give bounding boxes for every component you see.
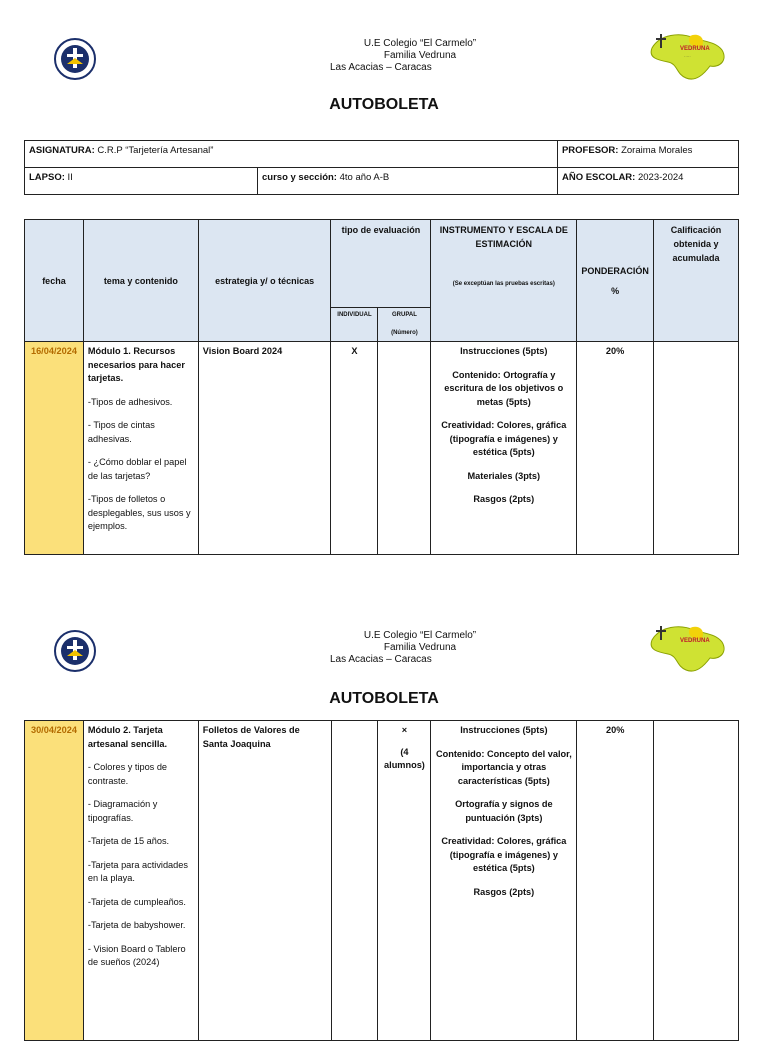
row2-estrategia: Folletos de Valores de Santa Joaquina bbox=[198, 721, 331, 1041]
list-item: -Tipos de adhesivos. bbox=[87, 396, 173, 407]
list-item: - ¿Cómo doblar el papel de las tarjetas? bbox=[87, 457, 187, 481]
asignatura-label: ASIGNATURA: bbox=[29, 145, 95, 156]
list-item: - Vision Board o Tablero de sueños (2024) bbox=[87, 943, 186, 967]
lapso-value: II bbox=[64, 172, 73, 183]
col-fecha: fecha bbox=[25, 220, 84, 342]
list-item: Creatividad: Colores, gráfica (tipografía e imágenes) y estética (5pts) bbox=[441, 836, 567, 873]
curso-value: 4to año A-B bbox=[336, 172, 390, 183]
profesor-value: Zoraima Morales bbox=[618, 145, 693, 156]
instrumento-note: (Se exceptúan las pruebas escritas) bbox=[452, 281, 555, 287]
list-item: Instrucciones (5pts) bbox=[460, 346, 548, 356]
col-individual: INDIVIDUAL bbox=[331, 308, 378, 342]
list-item: - Diagramación y tipografías. bbox=[87, 799, 158, 823]
asignatura-value: C.R.P “Tarjetería Artesanal” bbox=[94, 145, 214, 156]
school-seal-logo bbox=[54, 630, 96, 672]
lapso-label: LAPSO: bbox=[29, 172, 65, 183]
school-name: U.E Colegio “El Carmelo” bbox=[363, 38, 477, 49]
anio-cell bbox=[557, 168, 738, 195]
anio-label: AÑO ESCOLAR: bbox=[561, 172, 636, 183]
page-title: AUTOBOLETA bbox=[329, 96, 439, 113]
list-item: - Colores y tipos de contraste. bbox=[87, 762, 168, 786]
vedruna-map-logo bbox=[646, 28, 728, 84]
list-item: -Tarjeta para actividades en la playa. bbox=[87, 859, 188, 883]
school-family: Familia Vedruna bbox=[383, 642, 457, 653]
row1-grupal bbox=[378, 342, 431, 555]
row1-tema-title: Módulo 1. Recursos necesarios para hacer tarjetas. bbox=[87, 346, 185, 383]
row1-instrumento bbox=[431, 342, 577, 555]
col-tema: tema y contenido bbox=[83, 220, 198, 342]
row2-tema-title: Módulo 2. Tarjeta artesanal sencilla. bbox=[87, 725, 168, 749]
table-row bbox=[25, 342, 739, 555]
page-title: AUTOBOLETA bbox=[329, 690, 439, 707]
row1-calificacion bbox=[654, 342, 739, 555]
list-item: Rasgos (2pts) bbox=[473, 886, 535, 897]
svg-text:VEDRUNA: VEDRUNA bbox=[680, 46, 710, 52]
col-instrumento bbox=[431, 220, 577, 342]
list-item: Materiales (3pts) bbox=[467, 470, 541, 481]
lapso-cell bbox=[25, 168, 258, 195]
school-location: Las Acacias – Caracas bbox=[330, 62, 432, 73]
row1-ponderacion: 20% bbox=[577, 342, 654, 555]
ponderacion-heading: PONDERACIÓN bbox=[581, 265, 649, 276]
col-calificacion: Calificación obtenida y acumulada bbox=[654, 220, 739, 342]
list-item: - Tipos de cintas adhesivas. bbox=[87, 420, 155, 444]
row1-estrategia: Vision Board 2024 bbox=[198, 342, 331, 555]
row2-grupal-count: (4 alumnos) bbox=[384, 746, 425, 770]
list-item: Contenido: Ortografía y escritura de los objetivos o metas (5pts) bbox=[444, 369, 564, 407]
row2-tema bbox=[83, 721, 198, 1041]
school-name: U.E Colegio “El Carmelo” bbox=[363, 630, 477, 641]
evaluation-table-page1 bbox=[24, 219, 739, 555]
curso-label: curso y sección: bbox=[262, 172, 337, 183]
row2-instrumento bbox=[431, 721, 577, 1041]
profesor-label: PROFESOR: bbox=[561, 145, 619, 156]
row2-fecha: 30/04/2024 bbox=[25, 721, 84, 1041]
row1-individual: X bbox=[331, 342, 378, 555]
info-table bbox=[24, 140, 739, 195]
grupal-number: (Número) bbox=[391, 330, 418, 336]
svg-text:·····: ····· bbox=[684, 54, 691, 59]
table-row bbox=[25, 721, 739, 1041]
list-item: Contenido: Concepto del valor, importancia y otras características (5pts) bbox=[435, 748, 572, 786]
list-item: Creatividad: Colores, gráfica (tipografía e imágenes) y estética (5pts) bbox=[441, 420, 567, 457]
row2-individual bbox=[331, 721, 378, 1041]
row1-fecha: 16/04/2024 bbox=[25, 342, 84, 555]
row2-ponderacion: 20% bbox=[577, 721, 654, 1041]
grupal-heading: GRUPAL bbox=[391, 312, 417, 318]
school-location: Las Acacias – Caracas bbox=[330, 654, 432, 665]
anio-value: 2023-2024 bbox=[635, 172, 684, 183]
list-item: -Tipos de folletos o desplegables, sus usos y ejemplos. bbox=[87, 494, 191, 531]
school-family: Familia Vedruna bbox=[383, 50, 457, 61]
row2-grupal-mark: × bbox=[401, 725, 408, 735]
evaluation-table-page2 bbox=[24, 720, 739, 1041]
col-ponderacion bbox=[577, 220, 654, 342]
curso-cell bbox=[258, 168, 558, 195]
list-item: Rasgos (2pts) bbox=[473, 494, 535, 504]
row1-tema bbox=[83, 342, 198, 555]
col-tipo: tipo de evaluación bbox=[331, 220, 431, 308]
list-item: -Tarjeta de babyshower. bbox=[87, 920, 186, 930]
list-item: Instrucciones (5pts) bbox=[460, 725, 548, 735]
profesor-cell bbox=[557, 141, 738, 168]
row2-grupal bbox=[378, 721, 431, 1041]
row2-calificacion bbox=[654, 721, 739, 1041]
list-item: Ortografía y signos de puntuación (3pts) bbox=[455, 799, 553, 823]
school-seal-logo bbox=[54, 38, 96, 80]
ponderacion-percent: % bbox=[611, 285, 620, 296]
asignatura-cell bbox=[25, 141, 558, 168]
instrumento-heading: INSTRUMENTO Y ESCALA DE ESTIMACIÓN bbox=[439, 225, 568, 249]
list-item: -Tarjeta de cumpleaños. bbox=[87, 896, 186, 907]
col-grupal bbox=[378, 308, 431, 342]
col-estrategia: estrategia y/ o técnicas bbox=[198, 220, 331, 342]
svg-text:VEDRUNA: VEDRUNA bbox=[680, 638, 710, 644]
list-item: -Tarjeta de 15 años. bbox=[87, 836, 170, 846]
vedruna-map-logo bbox=[646, 620, 728, 676]
